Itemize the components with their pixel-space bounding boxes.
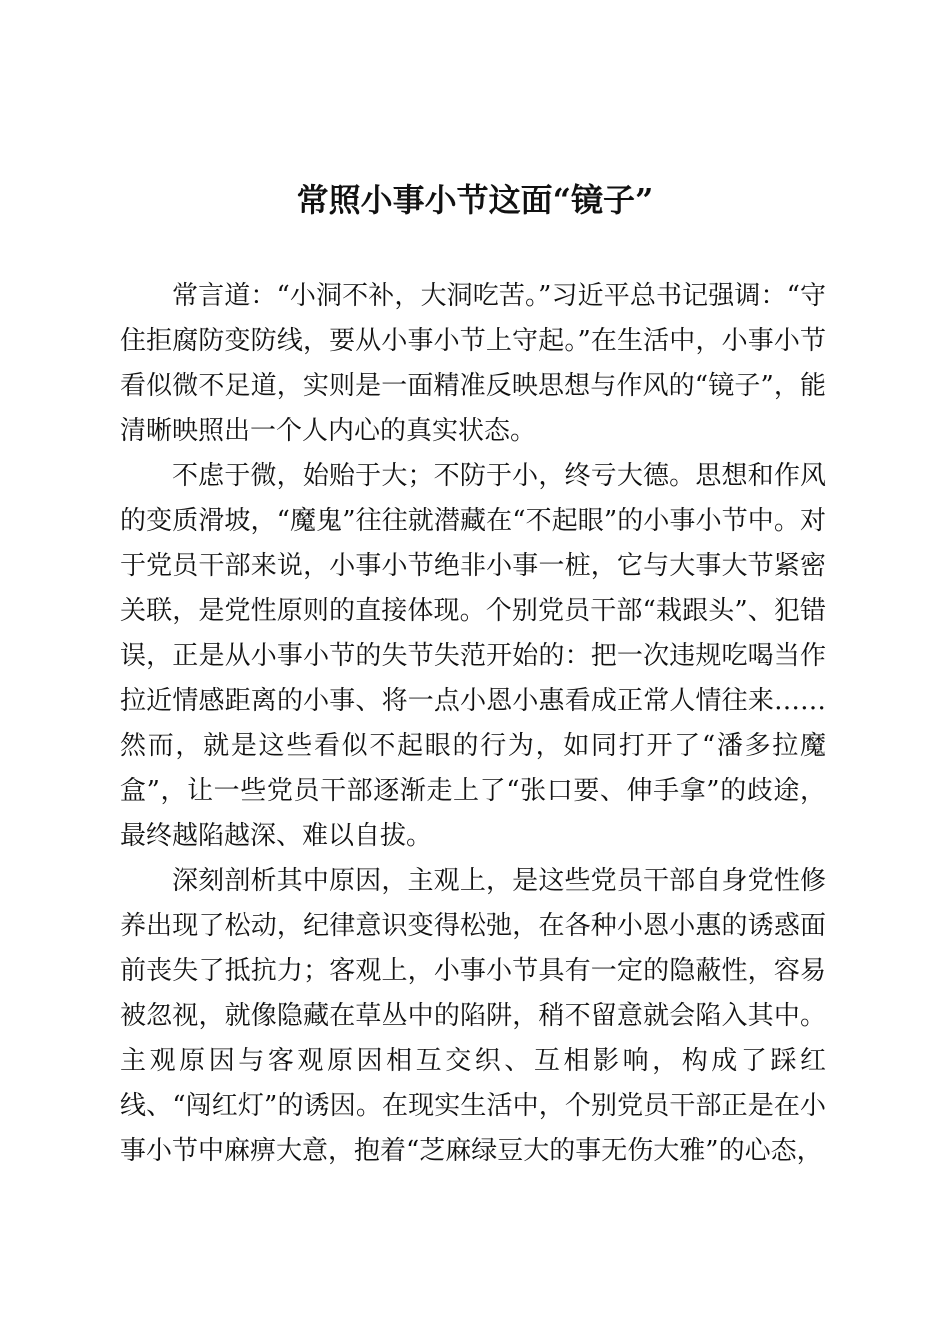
document-body (120, 274, 826, 1174)
document-title: 常照小事小节这面“镜子” (296, 181, 654, 219)
paragraph-2: 不虑于微，始贻于大；不防于小，终亏大德。思想和作风的变质滑坡，“魔鬼”往往就潜藏在“不起眼”的小事小节中。对于党员干部来说，小事小节绝非小事一桩，它与大事大节紧密关联，是党性原则的直接体现。个别党员干部“栽跟头”、犯错误，正是从小事小节的失节失范开始的：把一次违规吃喝当作拉近情感距离的小事、将一点小恩小惠看成正常人情往来……然而，就是这些看似不起眼的行为，如同打开了“潘多拉魔盒”，让一些党员干部逐渐走上了“张口要、伸手拿”的歧途，最终越陷越深、难以自拔。 (120, 461, 826, 851)
paragraph-3: 深刻剖析其中原因，主观上，是这些党员干部自身党性修养出现了松动，纪律意识变得松弛，在各种小恩小惠的诱惑面前丧失了抵抗力；客观上，小事小节具有一定的隐蔽性，容易被忽视，就像隐藏在草丛中的陷阱，稍不留意就会陷入其中。主观原因与客观原因相互交织、互相影响，构成了踩红线、“闯红灯”的诱因。在现实生活中，个别党员干部正是在小事小节中麻痹大意，抱着“芝麻绿豆大的事无伤大雅”的心态， (120, 866, 826, 1166)
paragraph-1: 常言道：“小洞不补，大洞吃苦。”习近平总书记强调：“守住拒腐防变防线，要从小事小节上守起。”在生活中，小事小节看似微不足道，实则是一面精准反映思想与作风的“镜子”，能清晰映照出一个人内心的真实状态。 (120, 281, 826, 446)
